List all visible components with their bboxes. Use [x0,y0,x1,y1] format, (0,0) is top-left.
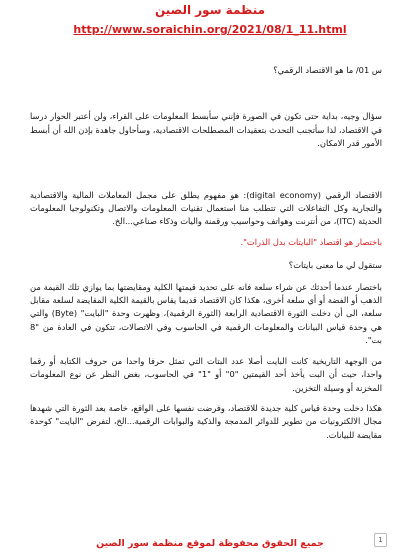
highlight-line: باختصار هو اقتصاد "البايتات بدل الذرات". [240,236,382,247]
question-heading: س 01/ ما هو الاقتصاد الرقمي؟ [273,65,382,75]
definition-body: : هو مفهوم يطلق على مجمل المعاملات المالية والاقتصادية والتجارية وكل التفاعلات التي تتطلب منا استعمال تقنيات المعلومات والاتصال وتكنولوجيا المعلومات الحديثة [30,189,382,227]
bytes-paragraph [30,281,382,348]
bytes-part-1: باختصار عندما أحدثك عن شراء سلعة فانه على تحديد قيمتها الكلية ومقايضتها بما يوازي تلك القيمة من الذهب أو الفضة أو أي سلعة أخرى، هكذا كان الاقتصاد قديما يقاس بالقيمة الكلية المقايضة لسلعة مقابل سلعة، الى أن دخلت الثورة الاقتصادية الرابعة (الثورة الرقمية)، وظهرت وحدة "البايت" [30,281,383,319]
site-title: منظمة سور الصين [154,3,266,17]
question-bytes: ستقول لي ما معنى بايتات؟ [288,260,382,271]
definition-lead: الاقتصاد الرقمي [321,189,382,200]
byte-term: (Byte) [51,308,78,319]
definition-paragraph [30,189,382,229]
definition-tail: ، من أنترنت وهواتف وحواسيب ورقمنة واليات وذكاء صناعي...الخ. [112,216,337,227]
measure-paragraph: هكذا دخلت وحدة قياس كلية جديدة للاقتصاد، وفرضت نفسها على الواقع، خاصة بعد الثورة التي شهدها مجال الالكترونيات من تطوير للدوائر المدمجة والذكية والبوابات الرقمية...الخ، لتفرض "البايت" كوحدة مقايضة للبيانات. [30,402,382,440]
source-url[interactable]: http://www.soraichin.org/2021/08/1_11.html [73,23,347,36]
definition-term: (digital economy) [246,189,322,200]
intro-paragraph: سؤال وجيه، بداية حتى تكون في الصورة فإنني سأبسط المعلومات على القراء، ولن أعتبر الحوار درسا في الاقتصاد، لذا سأتجنب التحدث بتعقيدات المصطلحات الاقتصادية، وسأحاول جاهدة بإذن الله أن أبسط الأمور قدر الامكان. [30,111,382,149]
page-number: 1 [374,533,387,547]
definition-abbr: (ITC) [336,216,356,227]
bit-paragraph: من الوجهة التاريخية كانت البايت أصلا عدد البتات التي تمثل حرفا واحدا من حروف الكتابة أو رقما واحدا، حيث أن البت يأخذ أحد القيمتين "0" أو "1" في الحاسوب، بغض النظر عن نوع المعلومات المخزنة أو وسيلة التخزين. [30,355,383,393]
copyright-footer: جميع الحقوق محفوظة لموقع منظمة سور الصين [96,538,324,549]
bytes-part-2: والتي هي وحدة قياس البيانات والمعلومات الرقمية في الحاسوب وفي الاتصالات، تتكون في العادة من "8 بت". [30,308,382,346]
document-body [30,64,382,442]
